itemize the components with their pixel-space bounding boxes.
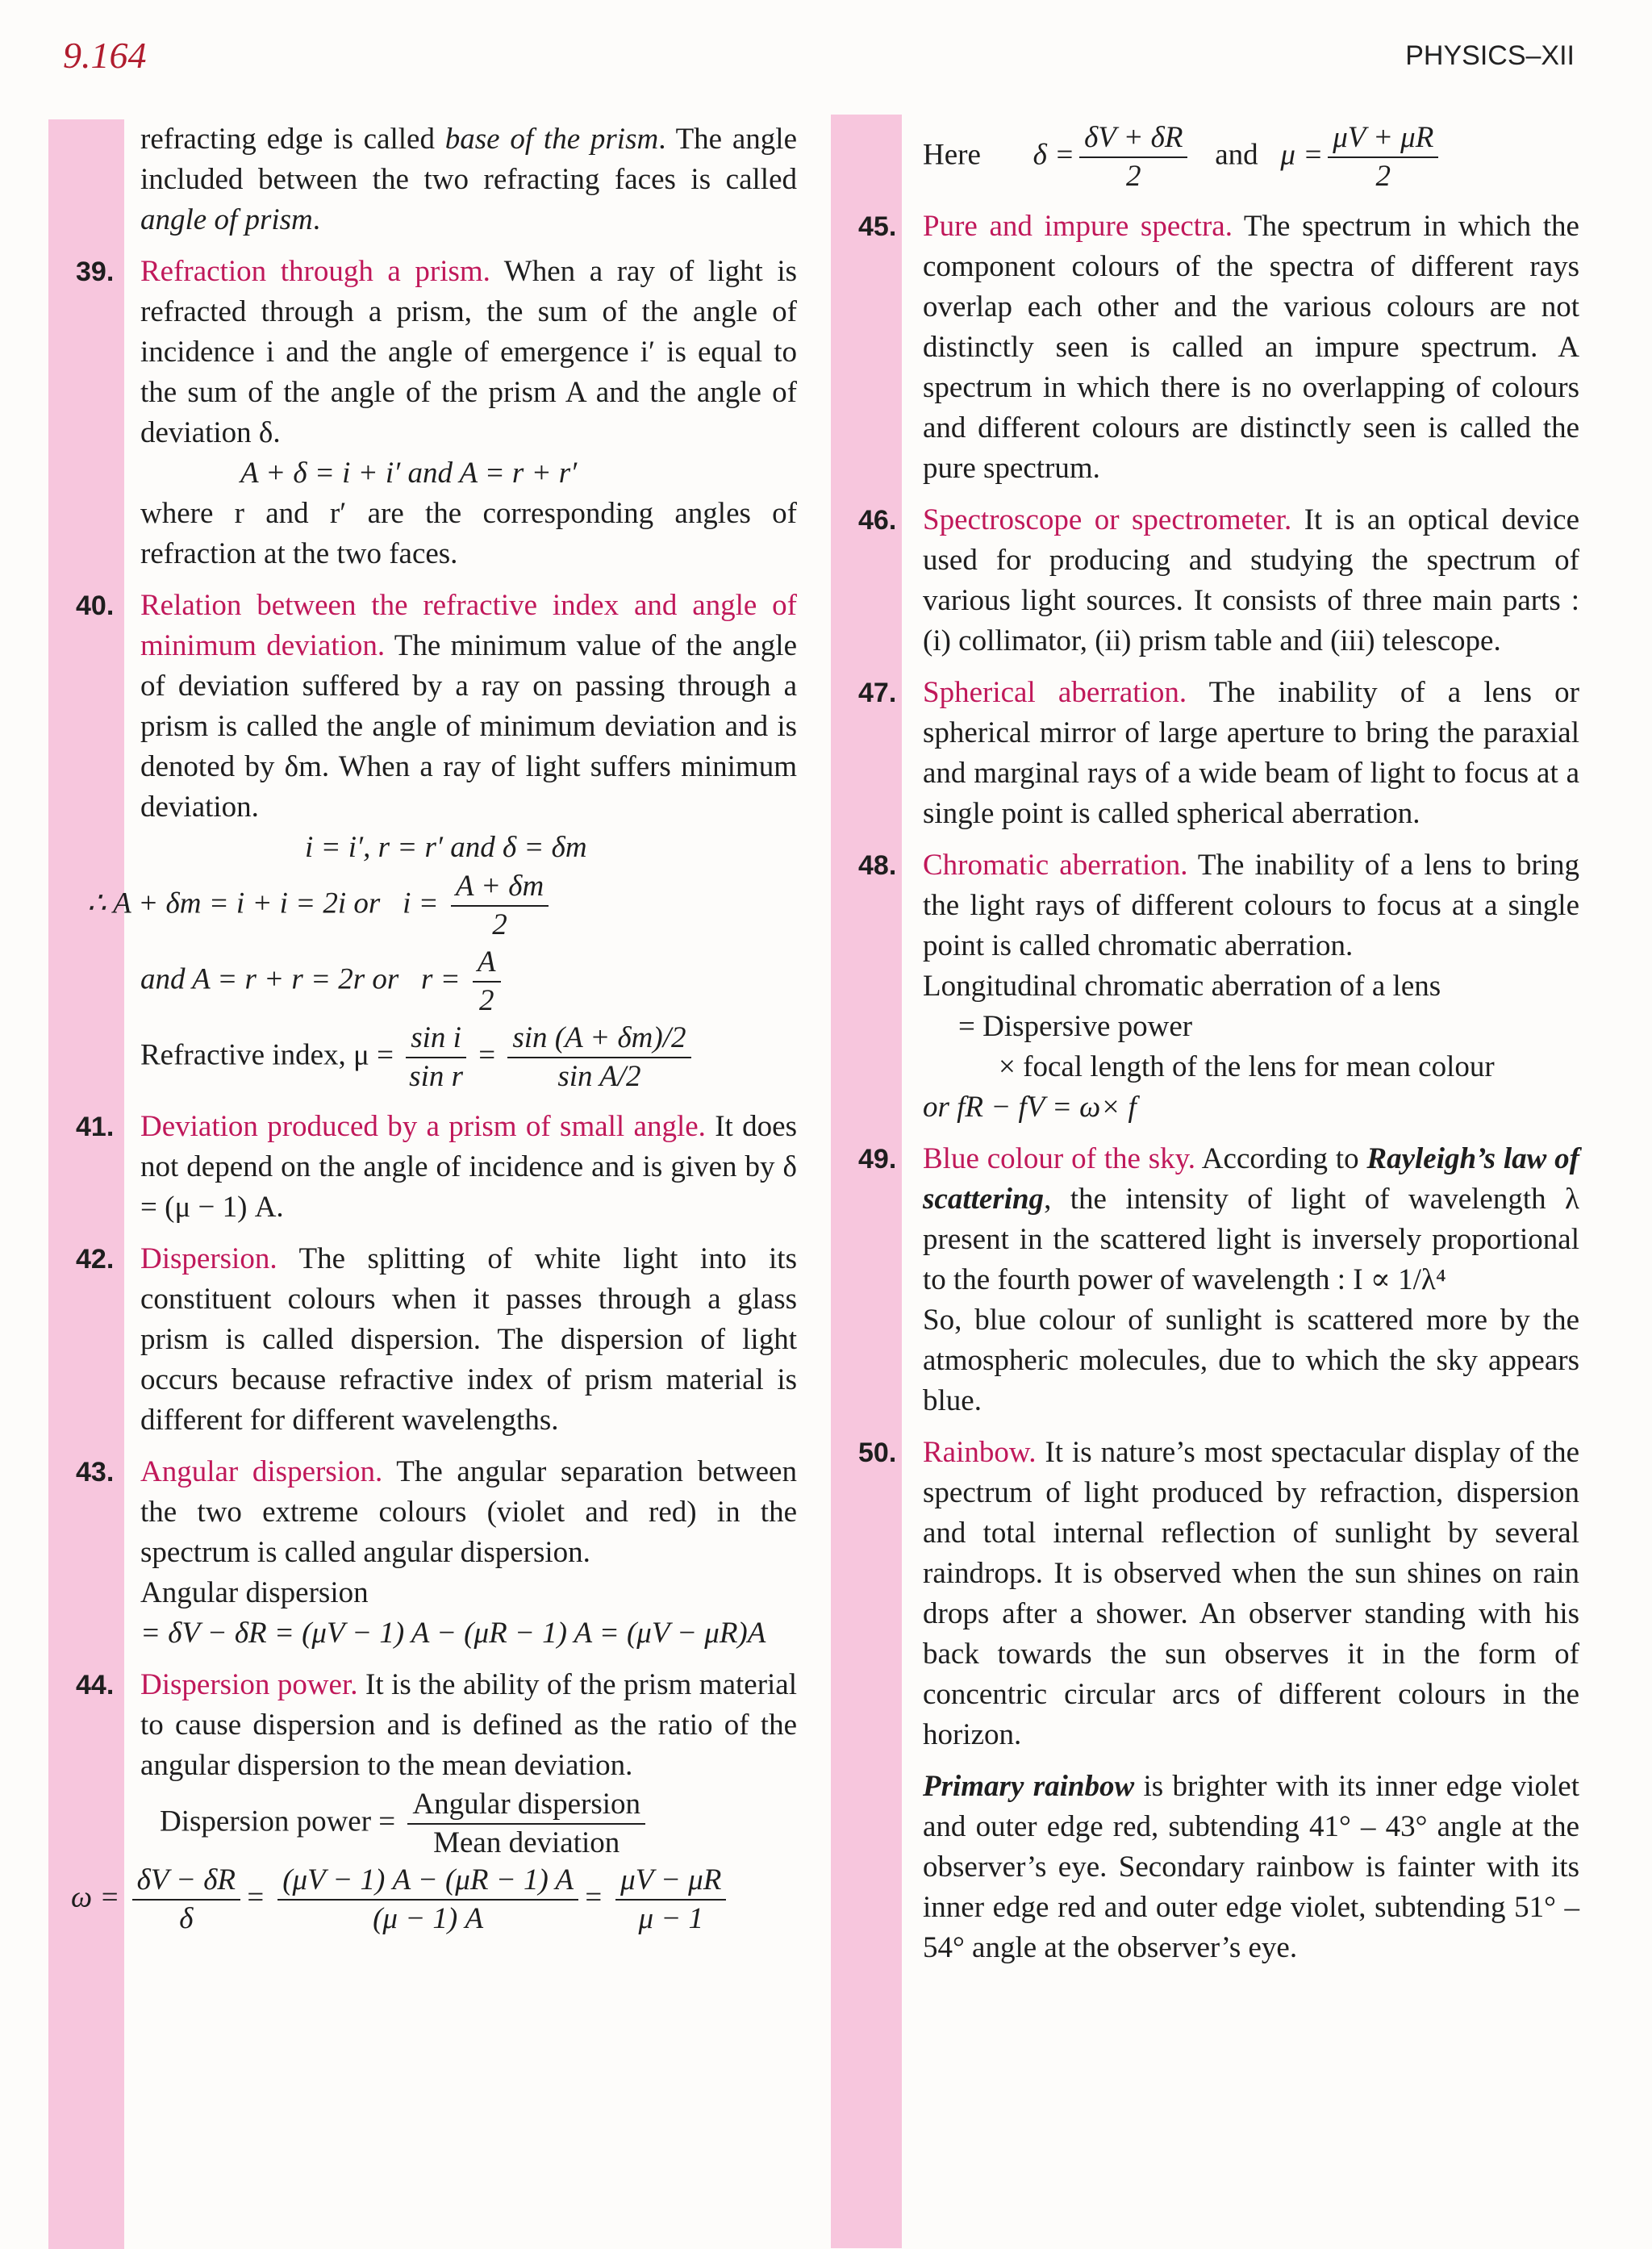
item-48: 48. Chromatic aberration. The inability of a lens to bring the light rays of different colours to focus at a single point is called chromatic aberration. <box>858 849 1580 962</box>
eq-angular-dispersion: = δV − δR = (μV − 1) A − (μR − 1) A = (μV − μR)A <box>140 1617 766 1650</box>
item-40: 40. Relation between the refractive index and angle of minimum deviation. The minimum value of the angle of deviation suffered by a ray on passing through a prism is called the angle of minimum deviation and is denoted by δm. When a ray of light suffers minimum deviation. <box>76 589 797 824</box>
eq-i: ∴ A + δm = i + i = 2i or i = $\frac{A + \delta m}{2}$ <box>71 868 797 944</box>
item-43-line: Angular dispersion <box>140 1576 369 1609</box>
eq-prism: A + δ = i + i′ and A = r + r′ <box>240 457 578 490</box>
item-39: 39. Refraction through a prism. When a ray of light is refracted through a prism, the sum of the angle of incidence i and the angle of emergence i′ is equal to the sum of the angle of the prism A and the angle of deviation δ. <box>76 255 797 449</box>
item-48-l1: Longitudinal chromatic aberration of a lens <box>923 970 1441 1003</box>
running-head: PHYSICS–XII <box>1405 40 1575 71</box>
item-47: 47. Spherical aberration. The inability of a lens or spherical mirror of large aperture to bring the paraxial and marginal rays of a wide beam of light to focus at a single point is called spherical aberration. <box>858 676 1579 830</box>
item-48-l3: × focal length of the lens for mean colour <box>999 1050 1495 1083</box>
item-49: 49. Blue colour of the sky. According to Rayleigh’s law of scattering, the intensity of light of wavelength λ present in the scattered light is inversely proportional to the fourth power of wavelength : I ∝ 1/λ⁴ <box>858 1142 1579 1296</box>
item-50-primary: Primary rainbow is brighter with its inner edge violet and outer edge red, subtending 41° – 43° angle at the observer’s eye. Secondary rainbow is fainter with its inner edge red and outer edge violet, subtending 51° – 54° angle at the observer’s eye. <box>923 1770 1579 1964</box>
item-49-after: So, blue colour of sunlight is scattered more by the atmospheric molecules, due to which the sky appears blue. <box>923 1304 1579 1417</box>
item-44: 44. Dispersion power. It is the ability of the prism material to cause dispersion and is defined as the ratio of the angular dispersion to the mean deviation. <box>76 1668 797 1782</box>
item-39-after: where r and r′ are the corresponding angles of refraction at the two faces. <box>140 497 797 570</box>
right-column <box>853 119 1579 1968</box>
item-46: 46. Spectroscope or spectrometer. It is an optical device used for producing and studying the spectrum of various light sources. It consists of three main parts : (i) collimator, (ii) prism table and (iii) telescope. <box>858 503 1579 657</box>
intro-paragraph: refracting edge is called base of the prism. The angle included between the two refracting faces is called angle of prism. <box>140 123 798 236</box>
eq-here: Here δ = $\frac{\delta V + \delta R}{2}$ and μ = $\frac{\mu V + \mu R}{2}$ <box>853 119 1579 195</box>
item-48-l2: = Dispersive power <box>958 1010 1193 1043</box>
item-48-l4: or fR − fV = ω× f <box>923 1091 1137 1124</box>
item-41: 41. Deviation produced by a prism of small angle. It does not depend on the angle of incidence and is given by δ = (μ − 1) A. <box>76 1110 797 1224</box>
eq-dispersion-power: Dispersion power = $\frac{\text{Angular dispersion}}{\text{Mean deviation}}$ <box>71 1786 797 1862</box>
eq-r: and A = r + r = 2r or r = $\frac{A}{2}$ <box>71 944 797 1020</box>
item-45: 45. Pure and impure spectra. The spectrum in which the component colours of the spectra of different rays overlap each other and the various colours are not distinctly seen is called an impure spectrum. A spectrum in which there is no overlapping of colours and different colours are distinctly seen is called the pure spectrum. <box>858 210 1579 485</box>
item-50: 50. Rainbow. It is nature’s most spectacular display of the spectrum of light produced by refraction, dispersion and total internal reflection of sunlight by several raindrops. It is observed when the sun shines on rain drops after a shower. An observer standing with his back towards the sun observes it in the form of concentric circular arcs of different colours in the horizon. <box>858 1436 1579 1751</box>
item-43: 43. Angular dispersion. The angular separation between the two extreme colours (violet and red) in the spectrum is called angular dispersion. <box>76 1455 797 1569</box>
eq-refractive-index: Refractive index, μ = $\frac{\text{sin i}}{\text{sin r}}$ = $\frac{\sin (A + \delta m)/2}{\text{sin A/2}}$ <box>71 1020 797 1095</box>
left-column <box>71 119 797 1938</box>
eq-omega: ω = $\frac{\delta V - \delta R}{\delta}$ = $\frac{(\mu V - 1) A - (\mu R - 1) A}{(\mu - 1) A}$ = $\frac{\mu V - \mu R}{\mu - 1}$ <box>71 1862 797 1938</box>
item-42: 42. Dispersion. The splitting of white light into its constituent colours when it passes through a glass prism is called dispersion. The dispersion of light occurs because refractive index of prism material is different for different wavelengths. <box>76 1242 797 1437</box>
eq-min-dev: i = i′, r = r′ and δ = δm <box>305 831 587 864</box>
page-number: 9.164 <box>63 35 147 76</box>
